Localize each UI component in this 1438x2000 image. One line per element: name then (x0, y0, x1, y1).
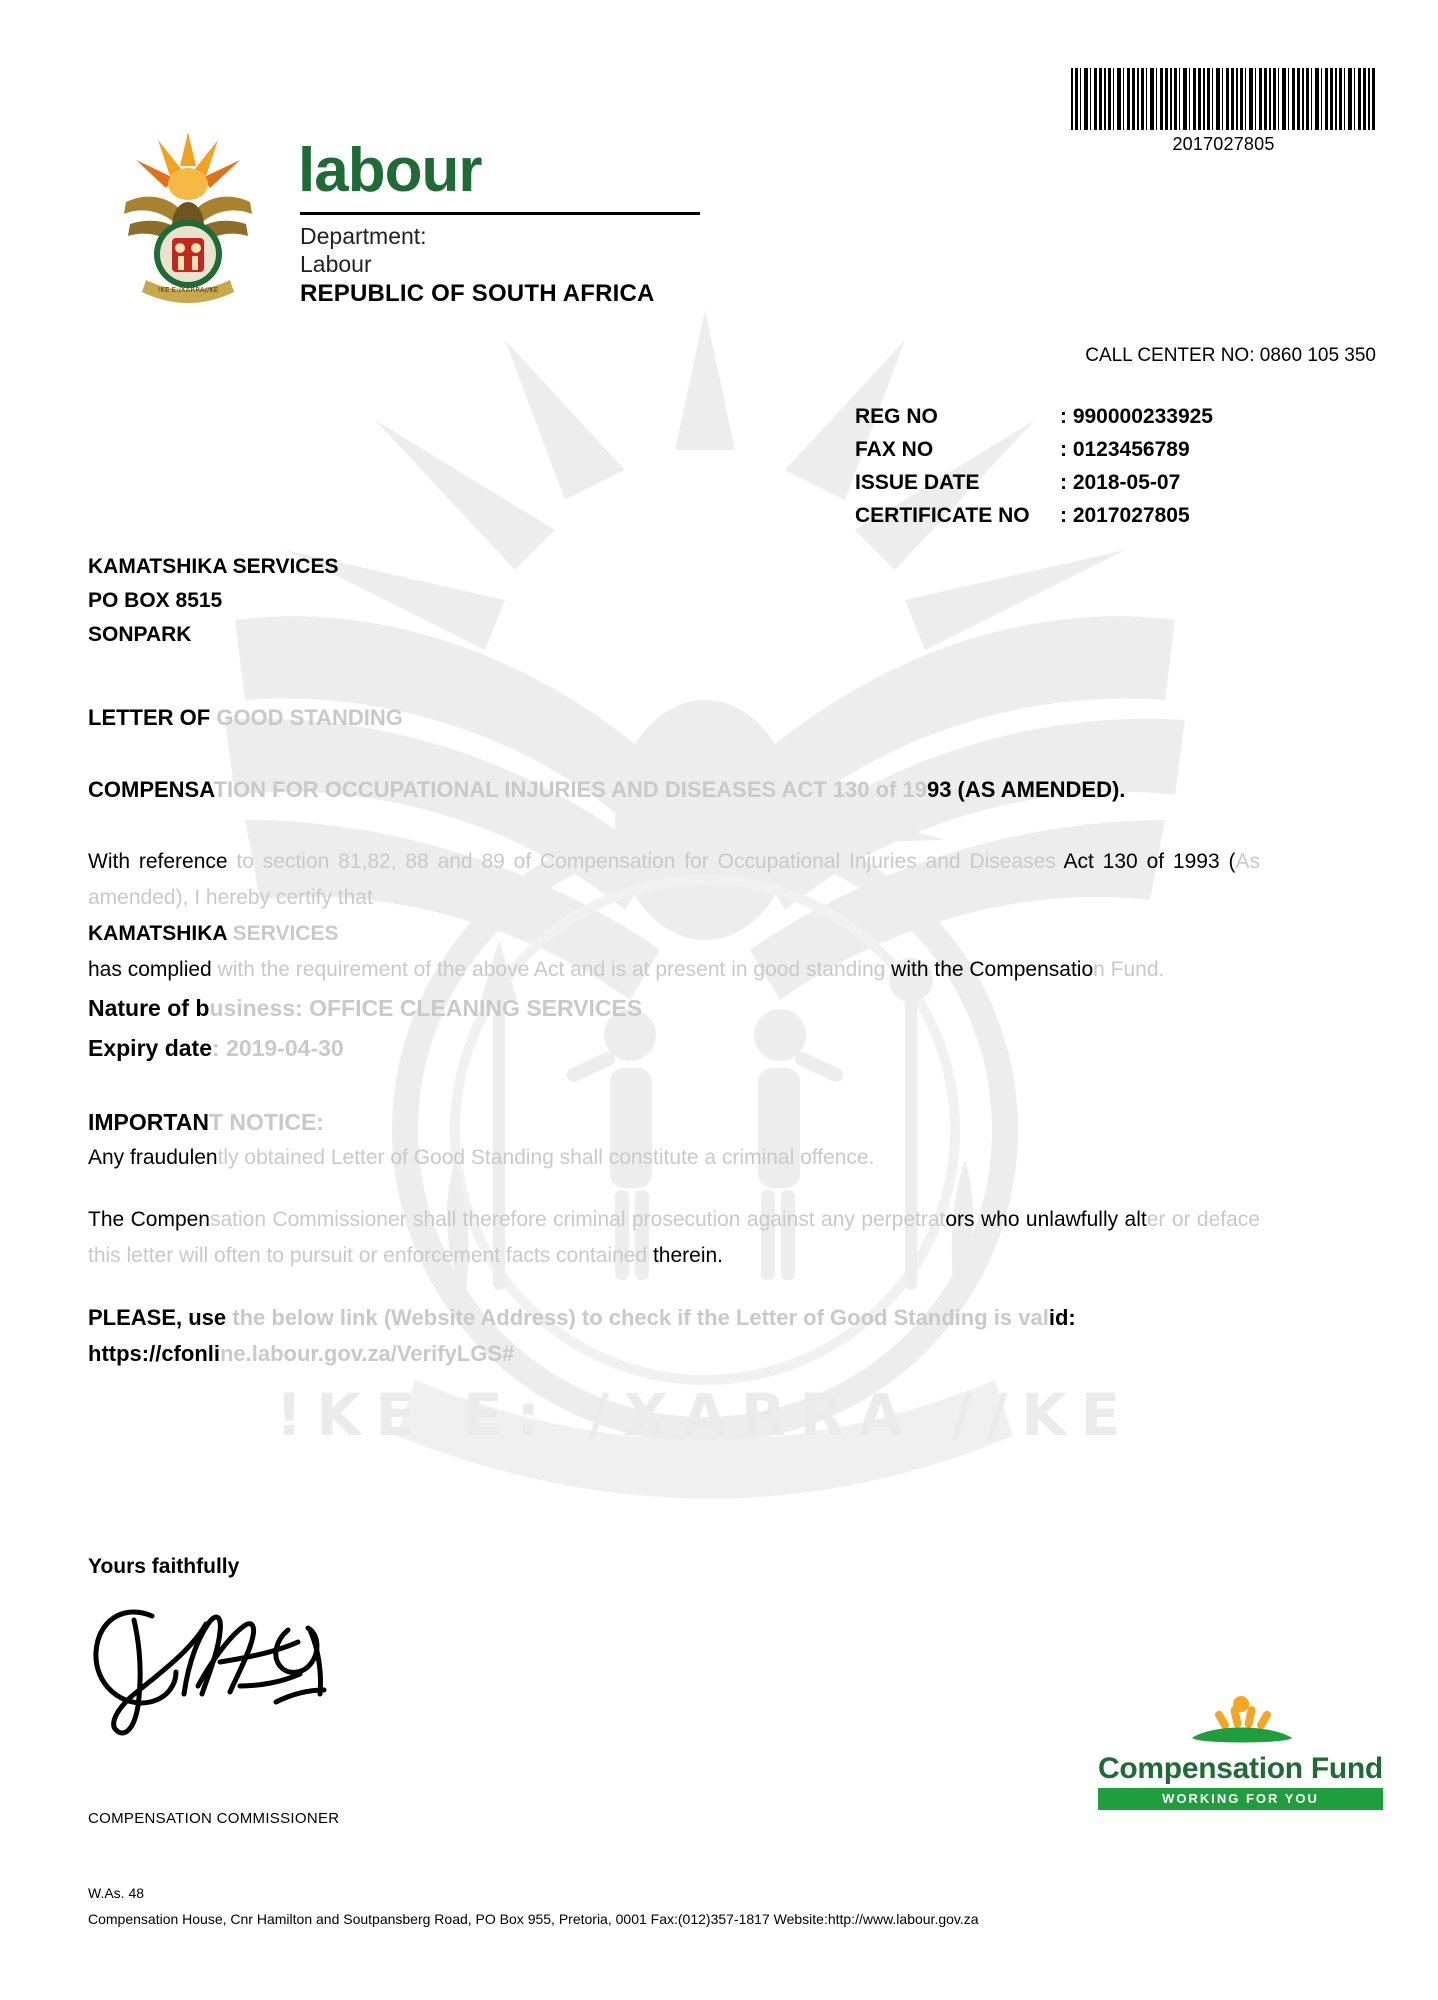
form-number: W.As. 48 (88, 1885, 145, 1901)
certificate-no-value: : 2017027805 (1060, 504, 1190, 527)
act-heading-faded: TION FOR OCCUPATIONAL INJURIES AND DISEASES ACT 130 of 19 (213, 777, 927, 802)
act-heading-part2: 93 (AS AMENDED). (926, 777, 1126, 802)
certificate-no-label: CERTIFICATE NO (855, 504, 1030, 527)
barcode-number: 2017027805 (1172, 134, 1275, 154)
svg-text:!KE E:/XARRA//KE: !KE E:/XARRA//KE (157, 286, 219, 294)
reference-paragraph-faded1: to section 81,82, 88 and 89 of Compensation for Occupational Injuries and Diseases (227, 850, 1064, 873)
addressee-line-1: KAMATSHIKA SERVICES (88, 555, 339, 578)
reg-no-label: REG NO (855, 405, 938, 428)
letter-body (88, 700, 1260, 1372)
fraud-paragraph-faded: tly obtained Letter of Good Standing shall constitute a criminal offence. (217, 1146, 875, 1169)
reg-no-value: : 990000233925 (1060, 405, 1213, 428)
verification-link-visible: https://cfonli (88, 1341, 220, 1366)
important-notice-visible: IMPORTAN (88, 1109, 209, 1135)
handwritten-signature (80, 1590, 410, 1740)
commissioner-paragraph (88, 1202, 1260, 1274)
compensation-fund-logo (1098, 1690, 1383, 1810)
letter-title-visible: LETTER OF (88, 705, 217, 730)
compensation-fund-name: Compensation Fund (1098, 1752, 1383, 1785)
expiry-date-visible: Expiry date (88, 1035, 212, 1061)
fax-no-value: : 0123456789 (1060, 438, 1190, 461)
letter-title (88, 700, 1260, 736)
commissioner-part2: ors who unlawfully alt (945, 1208, 1147, 1231)
reference-paragraph-part1: With reference (88, 850, 228, 873)
important-notice-faded: T NOTICE: (208, 1109, 324, 1135)
closing-salutation: Yours faithfully (88, 1555, 240, 1578)
reference-row-certificate-no (855, 499, 1213, 532)
compensation-fund-tagline: WORKING FOR YOU (1098, 1788, 1383, 1810)
reference-paragraph-part2: Act 130 of 1993 ( (1063, 850, 1236, 873)
addressee-block (88, 550, 338, 652)
country-line: REPUBLIC OF SOUTH AFRICA (300, 280, 655, 307)
call-center-text: CALL CENTER NO: 0860 105 350 (1085, 345, 1376, 366)
reference-block (855, 400, 1213, 532)
barcode-block (1071, 68, 1376, 155)
brand-block (298, 136, 700, 308)
department-line-2: Labour (300, 251, 372, 277)
commissioner-faded1: sation Commissioner shall therefore criminal prosecution against any perpetrat (209, 1208, 946, 1231)
compliance-faded1: with the requirement of the above Act and is at present in good standing (211, 958, 886, 981)
footer-address: Compensation House, Cnr Hamilton and Soutpansberg Road, PO Box 955, Pretoria, 0001 Fax:(012)357-1817 Website:http://www.labour.gov.za (88, 1911, 979, 1927)
act-heading (88, 772, 1260, 808)
letter-title-faded: GOOD STANDING (216, 705, 403, 730)
coat-of-arms-icon (118, 130, 258, 305)
verification-link-faded: ne.labour.gov.za/VerifyLGS# (219, 1341, 515, 1366)
commissioner-faded2: er or deface this letter will often to pursuit or enforcement facts contained (88, 1208, 1260, 1267)
expiry-date-line (88, 1028, 1260, 1068)
compliance-part1: has complied (88, 958, 212, 981)
company-name-visible: KAMATSHIKA (88, 922, 227, 945)
reference-paragraph-faded2: As amended), I hereby certify that (88, 850, 1260, 909)
reference-paragraph (88, 844, 1260, 916)
important-notice-heading (88, 1104, 1260, 1140)
compliance-part2: with the Compensatio (885, 958, 1094, 981)
reference-row-reg-no (855, 400, 1213, 433)
addressee-line-2: PO BOX 8515 (88, 589, 223, 612)
nature-of-business-line (88, 988, 1260, 1028)
fraud-paragraph-visible: Any fraudulen (88, 1146, 218, 1169)
brand-divider (300, 212, 700, 215)
verification-paragraph (88, 1300, 1260, 1336)
fraud-paragraph (88, 1140, 1260, 1176)
compliance-paragraph (88, 952, 1260, 988)
fax-no-label: FAX NO (855, 438, 934, 461)
issue-date-value: : 2018-05-07 (1060, 471, 1181, 494)
commissioner-part1: The Compen (88, 1208, 210, 1231)
svg-text:!KE E: /XARRA //KE: !KE E: /XARRA //KE (275, 1381, 1135, 1449)
labour-wordmark: labour (298, 136, 482, 205)
department-line-1: Department: (300, 223, 427, 249)
company-name-faded: SERVICES (226, 922, 339, 945)
reference-row-issue-date (855, 466, 1213, 499)
commissioner-part3: therein. (652, 1244, 723, 1267)
nature-of-business-visible: Nature of b (88, 995, 210, 1021)
issue-date-label: ISSUE DATE (855, 471, 980, 494)
nature-of-business-faded: usiness: OFFICE CLEANING SERVICES (209, 995, 643, 1021)
barcode-icon (1071, 68, 1376, 130)
verification-link[interactable] (88, 1336, 1260, 1372)
expiry-date-faded: : 2019-04-30 (212, 1035, 344, 1061)
compensation-fund-hands-icon (1166, 1690, 1316, 1748)
footer-block (88, 1880, 979, 1932)
compliance-faded2: n Fund. (1093, 958, 1165, 981)
verification-faded1: the below link (Website Address) to check if the Letter of Good Standing is val (226, 1305, 1049, 1330)
verification-part2: id: (1048, 1305, 1076, 1330)
verification-part1: PLEASE, use (88, 1305, 227, 1330)
company-name-line (88, 916, 1260, 952)
addressee-line-3: SONPARK (88, 623, 192, 646)
reference-row-fax-no (855, 433, 1213, 466)
commissioner-title: COMPENSATION COMMISSIONER (88, 1810, 340, 1827)
act-heading-part1: COMPENSA (88, 777, 214, 802)
